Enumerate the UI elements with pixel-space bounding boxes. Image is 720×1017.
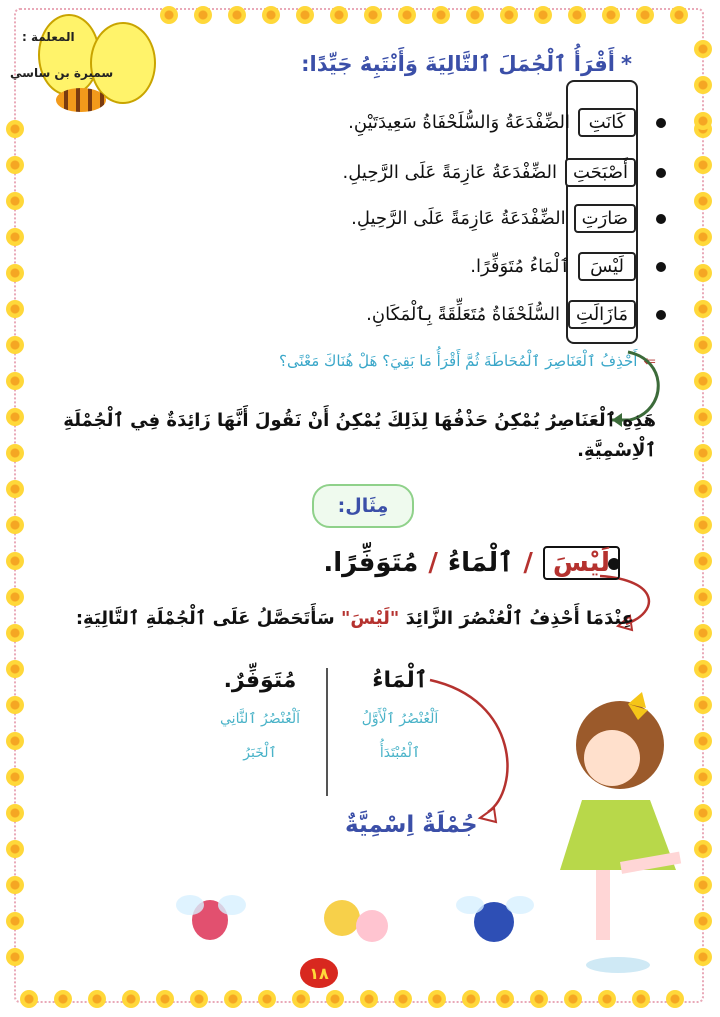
pink-dog: [356, 910, 388, 942]
bird-wing: [506, 896, 534, 914]
sentence-text: الضِّفْدَعَةُ عَازِمَةً عَلَى الرَّحِيلِ.: [351, 208, 566, 229]
nominal-sentence-label: جُمْلَةٌ اِسْمِيَّةٌ: [345, 812, 478, 838]
bug-wing: [176, 895, 204, 915]
teacher-name: سميرة بن ساسي: [10, 66, 114, 80]
teacher-label: المعلمة :: [22, 30, 75, 44]
sentence-text: الضِّفْدَعَةُ وَالسُّلَحْفَاةُ سَعِيدَتَيْنِ.: [348, 112, 570, 133]
sentence-verb: أَصْبَحَتِ: [565, 158, 636, 187]
title-star: *: [621, 52, 632, 76]
example-badge: مِثَال:: [312, 484, 414, 528]
example-separator: /: [523, 548, 533, 578]
first-element-name: ٱلْمُبْتَدَأُ: [379, 745, 421, 761]
second-element-role: اَلْعُنْصُرُ ٱلثَّانِي: [220, 711, 300, 727]
yellow-dog: [324, 900, 360, 936]
sentence-text: السُّلَحْفَاةُ مُتَعَلِّقَةً بِٱلْمَكَانِ.: [366, 304, 561, 325]
removal-part1: عِنْدَمَا أَحْذِفُ ٱلْعُنْصُرَ الزَّائِدَ: [405, 608, 634, 629]
sentence-verb: مَازَالَتِ: [568, 300, 636, 329]
first-element-role: اَلْعُنْصُرُ ٱلْأَوَّلُ: [361, 711, 439, 727]
example-word-3: مُتَوَفِّرًا.: [323, 548, 419, 578]
sentence-verb: صَارَتِ: [574, 204, 636, 233]
sentence-text: ٱلْمَاءُ مُتَوَفِّرًا.: [470, 256, 570, 277]
second-element-word: مُتَوَفِّرٌ.: [223, 668, 297, 693]
removal-quoted-word: "لَيْسَ": [341, 608, 400, 629]
first-element-word: ٱلْمَاءُ: [372, 668, 428, 693]
title-text: أَقْرَأُ ٱلْجُمَلَ ٱلتَّالِيَةَ وَأَنْتَبِهُ جَيِّدًا:: [301, 52, 616, 76]
removal-part2: سَأَتَحَصَّلُ عَلَى ٱلْجُمْلَةِ ٱلتَّالِيَةِ:: [75, 608, 335, 629]
bug-wing: [218, 895, 246, 915]
sentence-verb: كَانَتِ: [578, 108, 636, 137]
double-arrow-icon: ⇐: [643, 352, 656, 370]
example-word-2: ٱلْمَاءُ: [447, 548, 514, 578]
sentence-text: الضِّفْدَعَةُ عَازِمَةً عَلَى الرَّحِيلِ.: [342, 162, 557, 183]
example-boxed-word: لَيْسَ: [543, 546, 620, 580]
example-separator: /: [428, 548, 438, 578]
bird-wing: [456, 896, 484, 914]
sentence-verb: لَيْسَ: [578, 252, 636, 281]
instruction-text: أَحْذِفُ ٱلْعَنَاصِرَ ٱلْمُحَاطَةَ ثُمَّ أَقْرَأُ مَا بَقِيَ؟ هَلْ هُنَاكَ مَعْنًى؟: [279, 352, 638, 370]
second-element-name: ٱلْخَبَرُ: [243, 745, 277, 761]
page-number: ١٨: [300, 958, 338, 988]
explanation-paragraph: هَذِهِ ٱلْعَنَاصِرُ يُمْكِنُ حَذْفُهَا لِذَلِكَ يُمْكِنُ أَنْ نَقُولَ أَنَّهَا زَائِدَةٌ فِي ٱلْجُمْلَةِ ٱلْاِسْمِيَّةِ.: [63, 410, 656, 461]
